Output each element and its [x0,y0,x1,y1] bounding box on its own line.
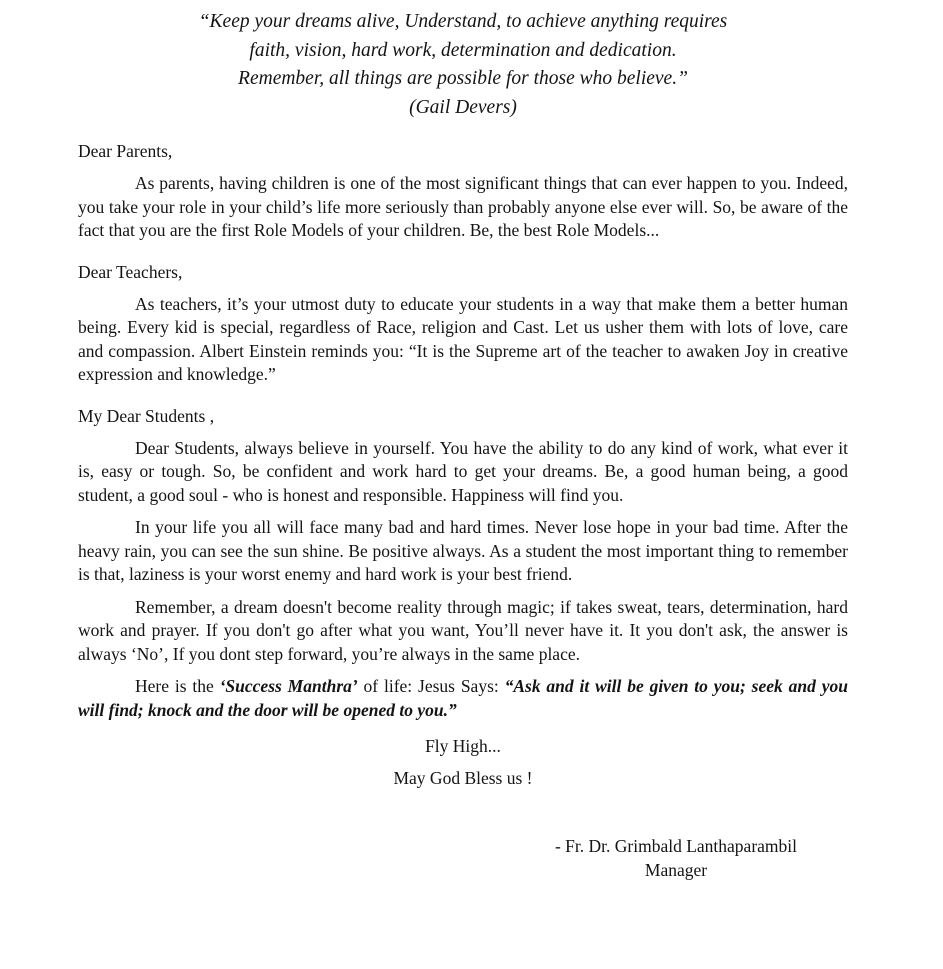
salutation-parents: Dear Parents, [78,141,173,161]
manthra-highlight: ‘Success Manthra’ [219,676,358,696]
salutation-teachers: Dear Teachers, [78,261,183,282]
salutation-students: My Dear Students , [78,405,215,426]
signature-block [526,835,826,882]
quote-line-2: faith, vision, hard work, determination and dedication. [249,39,677,61]
parents-paragraph: As parents, having children is one of the most significant things that can ever happen to you. Indeed, you take your role in your child’s life more seriously than probably anyone else ever will. So, be aware of the fact that you are the first Role Models of your children. Be, the best Role Models... [78,173,848,240]
signature-name: - Fr. Dr. Grimbald Lanthaparambil [554,836,798,856]
manthra-bible-quote: “Ask and it will be given to you; seek and you will find; knock and the door will be opened to you.” [78,676,848,720]
bless-line: May God Bless us ! [393,768,533,788]
opening-quote [78,8,848,122]
success-manthra-paragraph [78,675,848,722]
students-paragraph-3: Remember, a dream doesn't become reality through magic; if takes sweat, tears, determination, hard work and prayer. If you don't go after what you want, You’ll never have it. It you don't ask, the answer is always ‘No’, If you dont step forward, you’re always in the same place. [78,596,848,664]
teachers-paragraph: As teachers, it’s your utmost duty to educate your students in a way that make them a better human being. Every kid is special, regardless of Race, religion and Cast. Let us usher them with lots of love, care and compassion. Albert Einstein reminds you: “It is the Supreme art of the teacher to awaken Joy in creative expression and knowledge.” [78,293,848,384]
quote-attribution: (Gail Devers) [409,96,517,118]
quote-line-3: Remember, all things are possible for those who believe.” [238,68,688,89]
manthra-middle: of life: Jesus Says: [357,676,505,696]
students-paragraph-2: In your life you all will face many bad and hard times. Never lose hope in your bad time. After the heavy rain, you can see the sun shine. Be positive always. As a student the most important thing to remember is that, laziness is your worst enemy and hard work is your best friend. [78,517,848,584]
fly-high-line: Fly High... [425,736,501,756]
manthra-prefix: Here is the [135,676,220,696]
signature-title: Manager [644,859,708,880]
quote-line-1: “Keep your dreams alive, Understand, to achieve anything requires [198,11,728,32]
students-paragraph-1: Dear Students, always believe in yourself. You have the ability to do any kind of work, what ever it is, easy or tough. So, be confident and work hard to get your dreams. Be, a good human being, a good student, a good soul - who is honest and responsible. Happiness will find you. [78,437,848,505]
